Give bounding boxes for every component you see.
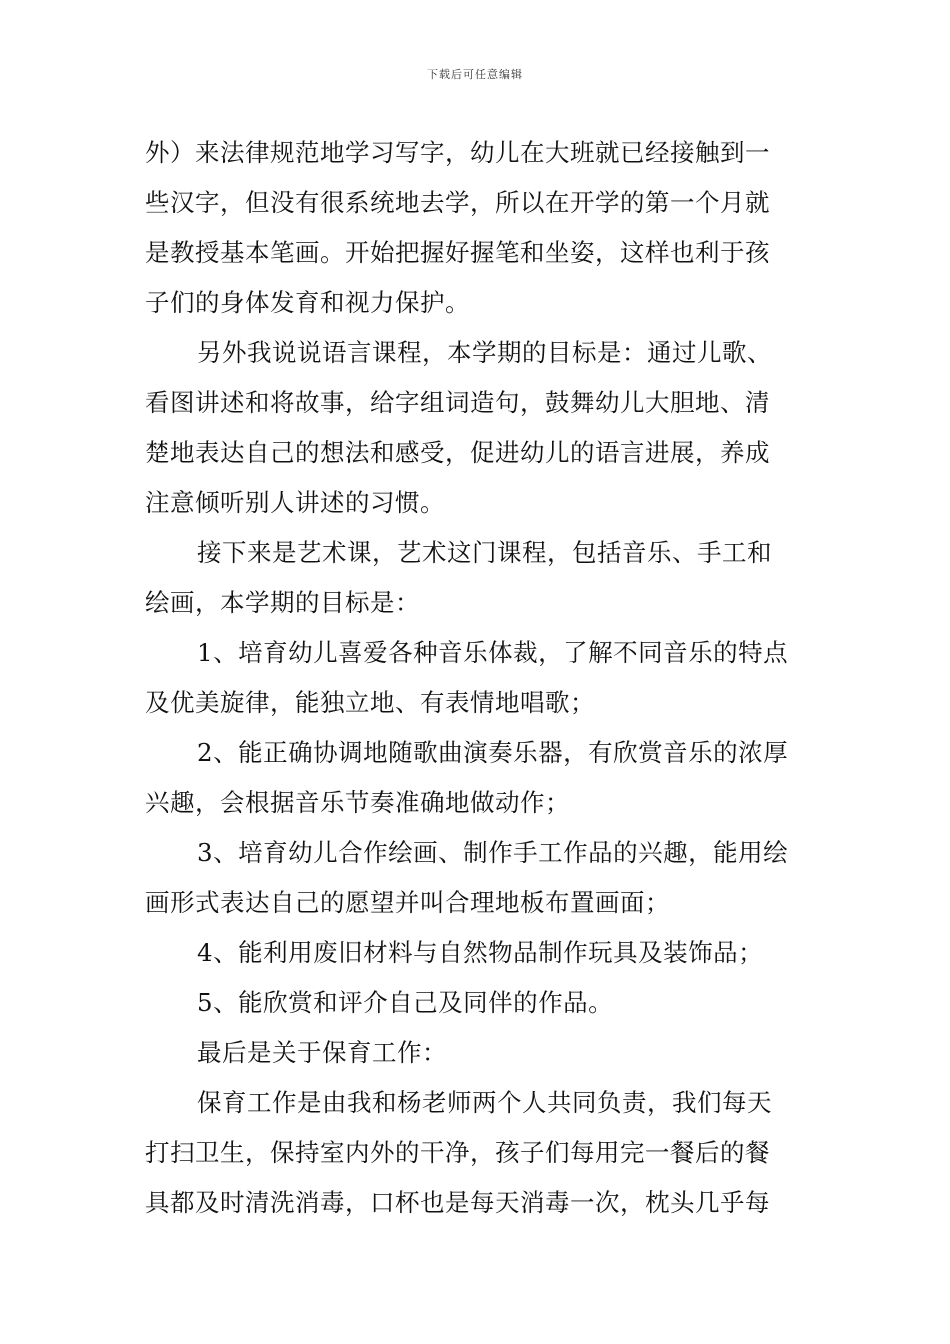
text-line: 注意倾听别人讲述的习惯。 [145, 488, 445, 517]
paragraph-start-line: 保育工作是由我和杨老师两个人共同负责，我们每天 [197, 1088, 772, 1117]
paragraph-start-line: 另外我说说语言课程，本学期的目标是：通过儿歌、 [197, 338, 772, 367]
list-item-line: 3、培育幼儿合作绘画、制作手工作品的兴趣，能用绘 [197, 838, 789, 867]
text-line: 看图讲述和将故事，给字组词造句，鼓舞幼儿大胆地、清 [145, 388, 770, 417]
list-item-line: 5、能欣赏和评介自己及同伴的作品。 [197, 988, 614, 1017]
text-line: 及优美旋律，能独立地、有表情地唱歌； [145, 688, 595, 717]
text-line: 楚地表达自己的想法和感受，促进幼儿的语言进展，养成 [145, 438, 770, 467]
text-line: 些汉字，但没有很系统地去学，所以在开学的第一个月就 [145, 188, 770, 217]
text-line: 兴趣，会根据音乐节奏准确地做动作； [145, 788, 570, 817]
page-header: 下载后可任意编辑 [427, 68, 523, 81]
list-item-line: 4、能利用废旧材料与自然物品制作玩具及装饰品； [197, 938, 764, 967]
text-line: 绘画，本学期的目标是： [145, 588, 420, 617]
paragraph-start-line: 接下来是艺术课，艺术这门课程，包括音乐、手工和 [197, 538, 772, 567]
list-item-line: 1、培育幼儿喜爱各种音乐体裁，了解不同音乐的特点 [197, 638, 789, 667]
text-line: 外）来法律规范地学习写字，幼儿在大班就已经接触到一 [145, 138, 770, 167]
text-line: 是教授基本笔画。开始把握好握笔和坐姿，这样也利于孩 [145, 238, 770, 267]
text-line: 打扫卫生，保持室内外的干净，孩子们每用完一餐后的餐 [145, 1138, 770, 1167]
text-line: 画形式表达自己的愿望并叫合理地板布置画面； [145, 888, 670, 917]
paragraph-start-line: 最后是关于保育工作： [197, 1038, 447, 1067]
text-line: 子们的身体发育和视力保护。 [145, 288, 470, 317]
document-body [145, 128, 809, 1228]
text-line: 具都及时清洗消毒，口杯也是每天消毒一次，枕头几乎每 [145, 1188, 770, 1217]
list-item-line: 2、能正确协调地随歌曲演奏乐器，有欣赏音乐的浓厚 [197, 738, 789, 767]
